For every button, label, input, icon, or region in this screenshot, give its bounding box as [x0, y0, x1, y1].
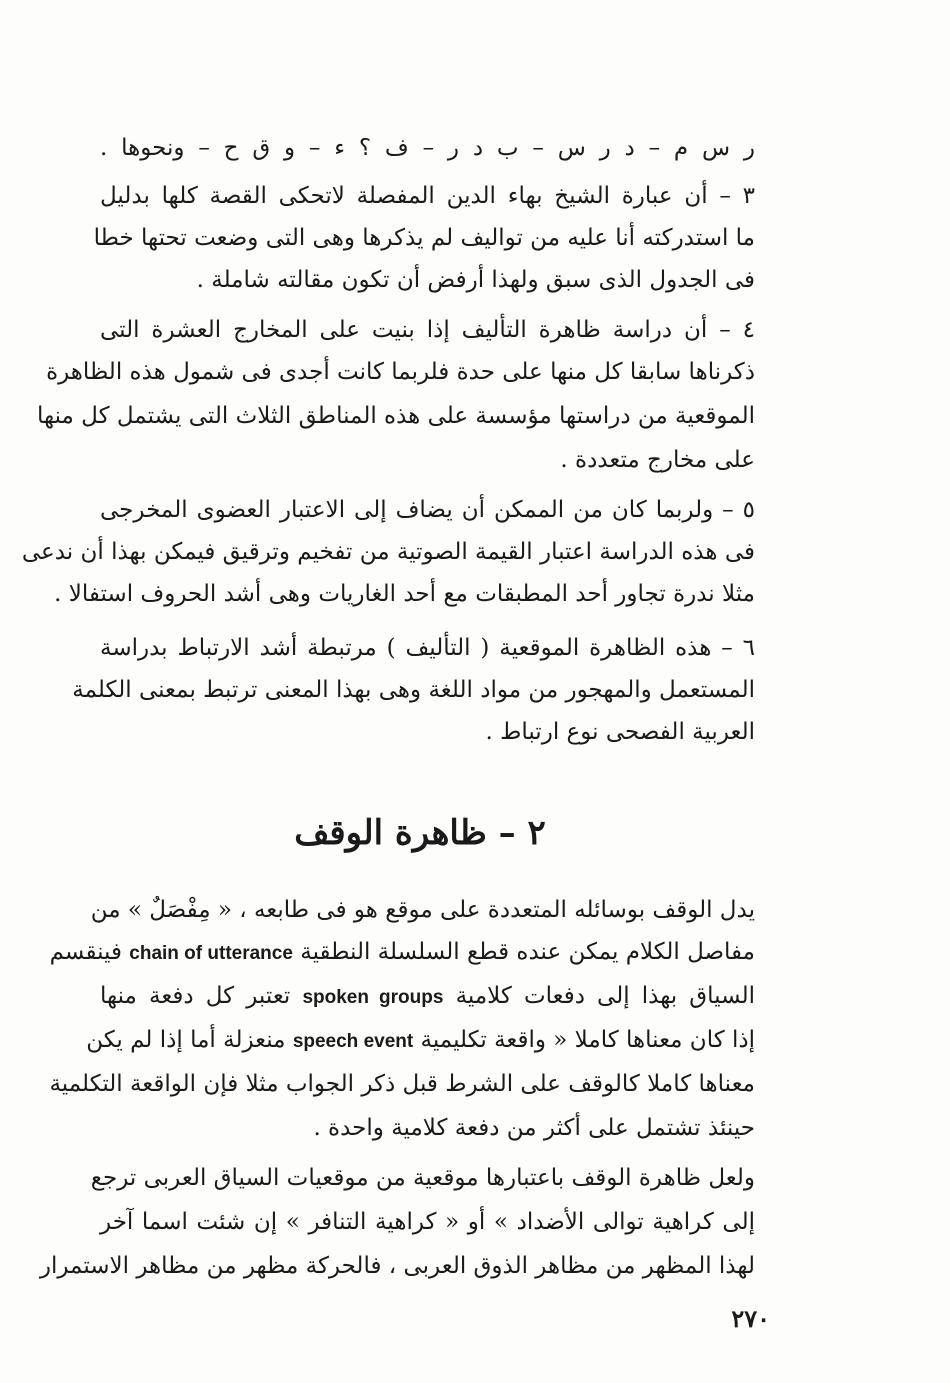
- text-line: على مخارج متعددة .: [560, 447, 755, 473]
- section-line: [49, 1064, 755, 1104]
- section-text: ولعل ظاهرة الوقف باعتبارها موقعية من موقعيات السياق العربى ترجع: [90, 1165, 755, 1191]
- section-text: إذا كان معناها كاملا « واقعة تكليمية: [420, 1027, 755, 1053]
- text-line: ٣ – أن عبارة الشيخ بهاء الدين المفصلة لاتحكى القصة كلها بدليل: [100, 183, 755, 209]
- section-line: [100, 976, 755, 1018]
- section-text: مفاصل الكلام يمكن عنده قطع السلسلة النطقية: [300, 939, 755, 965]
- text-line: مثلا ندرة تجاور أحد المطبقات مع أحد الغاريات وهى أشد الحروف استفالا .: [54, 581, 755, 607]
- section-text: حينئذ تشتمل على أكثر من دفعة كلامية واحدة .: [313, 1115, 755, 1141]
- section-line: [86, 1020, 755, 1062]
- page-number: ٢٧٠: [731, 1304, 770, 1333]
- section-line: [49, 932, 755, 974]
- section-line: [39, 1246, 755, 1286]
- text-line: فى هذه الدراسة اعتبار القيمة الصوتية من تفخيم وترقيق فيمكن بهذا أن ندعى: [21, 539, 755, 565]
- text-line: ٥ – ولربما كان من الممكن أن يضاف إلى الاعتبار العضوى المخرجى: [100, 497, 755, 523]
- section-text: لهذا المظهر من مظاهر الذوق العربى ، فالحركة مظهر من مظاهر الاستمرار: [39, 1253, 755, 1279]
- section-line: [90, 1158, 755, 1198]
- section-text: منعزلة أما إذا لم يكن: [86, 1027, 286, 1053]
- section-text: يدل الوقف بوسائله المتعددة على موقع هو فى طابعه ، « مِفْصَلٌ » من: [90, 897, 755, 923]
- text-line: فى الجدول الذى سبق ولهذا أرفض أن تكون مقالته شاملة .: [196, 267, 755, 293]
- text-line: ر س م – د ر س – ب د ر – ف ؟ ء – و ق ح – ونحوها .: [100, 135, 755, 161]
- section-text: فينقسم: [49, 939, 122, 965]
- text-line: ما استدركته أنا عليه من تواليف لم يذكرها وهى التى وضعت تحتها خطا: [93, 225, 755, 251]
- text-line: المستعمل والمهجور من مواد اللغة وهى بهذا المعنى ترتبط بمعنى الكلمة: [72, 677, 755, 703]
- section-text: السياق بهذا إلى دفعات كلامية: [455, 983, 756, 1009]
- text-line: الموقعية من دراستها مؤسسة على هذه المناطق الثلاث التى يشتمل كل منها: [37, 403, 755, 429]
- section-heading: ٢ – ظاهرة الوقف: [294, 813, 546, 853]
- english-term: speech event: [292, 1031, 414, 1052]
- section-line: [100, 1202, 755, 1242]
- text-line: ٦ – هذه الظاهرة الموقعية ( التأليف ) مرتبطة أشد الارتباط بدراسة: [100, 635, 755, 661]
- section-text: إلى كراهية توالى الأضداد » أو « كراهية التنافر » إن شئت اسما آخر: [100, 1209, 755, 1235]
- text-line: العربية الفصحى نوع ارتباط .: [485, 719, 755, 745]
- section-line: [90, 890, 755, 930]
- section-line: [100, 1108, 755, 1148]
- section-text: معناها كاملا كالوقف على الشرط قبل ذكر الجواب مثلا فإن الواقعة التكلمية: [49, 1071, 755, 1097]
- english-term: chain of utterance: [129, 943, 293, 964]
- text-line: ذكرناها سابقا كل منها على حدة فلربما كانت أجدى فى شمول هذه الظاهرة: [46, 359, 755, 385]
- section-text: تعتبر كل دفعة منها: [100, 983, 291, 1009]
- text-line: ٤ – أن دراسة ظاهرة التأليف إذا بنيت على المخارج العشرة التى: [100, 317, 755, 343]
- english-term: spoken groups: [302, 987, 444, 1008]
